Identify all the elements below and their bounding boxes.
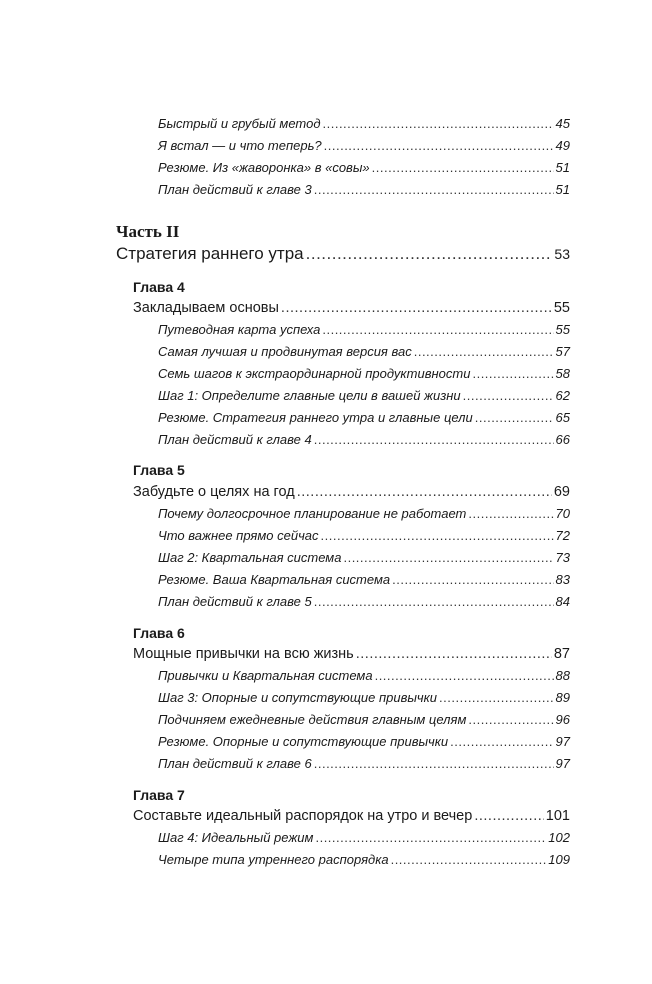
toc-entry-page: 109 [548, 852, 570, 867]
leader-dots [315, 830, 546, 845]
chapter-label: Глава 7 [133, 787, 185, 803]
chapter-title: Закладываем основы [133, 300, 279, 316]
leader-dots [356, 646, 552, 662]
leader-dots [314, 182, 554, 197]
toc-entry-page: 97 [555, 756, 570, 771]
toc-entry-page: 49 [555, 138, 570, 153]
chapter-label: Глава 6 [133, 625, 185, 641]
leader-dots [468, 506, 553, 521]
toc-entry [158, 366, 570, 381]
toc-entry-page: 72 [555, 528, 570, 543]
toc-entry-title: План действий к главе 3 [158, 182, 312, 197]
chapter-title: Мощные привычки на всю жизнь [133, 646, 354, 662]
toc-entry-page: 83 [555, 572, 570, 587]
leader-dots [281, 300, 552, 316]
chapter-entry [133, 484, 570, 500]
leader-dots [372, 160, 554, 175]
toc-entry-page: 51 [555, 160, 570, 175]
chapter-title: Забудьте о целях на год [133, 484, 295, 500]
leader-dots [324, 138, 554, 153]
toc-entry [158, 830, 570, 845]
toc-entry-title: Резюме. Из «жаворонка» в «совы» [158, 160, 370, 175]
toc-entry [158, 432, 570, 447]
toc-entry-page: 58 [555, 366, 570, 381]
chapter-entry [133, 808, 570, 824]
toc-entry-title: Резюме. Стратегия раннего утра и главные цели [158, 410, 473, 425]
leader-dots [306, 244, 553, 264]
chapter-label: Глава 5 [133, 462, 185, 478]
leader-dots [450, 734, 553, 749]
toc-entry-title: Резюме. Опорные и сопутствующие привычки [158, 734, 449, 749]
leader-dots [297, 484, 552, 500]
leader-dots [472, 366, 553, 381]
toc-entry-page: 51 [555, 182, 570, 197]
toc-entry-title: Подчиняем ежедневные действия главным целям [158, 712, 467, 727]
toc-entry [158, 528, 570, 543]
toc-entry [158, 322, 570, 337]
leader-dots [314, 756, 554, 771]
leader-dots [343, 550, 553, 565]
chapter-entry [133, 300, 570, 316]
chapter-page: 101 [545, 808, 570, 824]
toc-entry-title: Шаг 2: Квартальная система [158, 550, 342, 565]
toc-entry-title: Путеводная карта успеха [158, 322, 321, 337]
leader-dots [321, 528, 554, 543]
toc-entry [158, 756, 570, 771]
toc-entry-page: 57 [555, 344, 570, 359]
toc-entry [158, 734, 570, 749]
toc-entry [158, 182, 570, 197]
toc-entry-page: 70 [555, 506, 570, 521]
leader-dots [392, 572, 553, 587]
part-title: Стратегия раннего утра [116, 244, 304, 263]
toc-entry [158, 690, 570, 705]
toc-entry-page: 55 [555, 322, 570, 337]
toc-entry-title: Четыре типа утреннего распорядка [158, 852, 389, 867]
leader-dots [474, 808, 543, 824]
toc-entry-title: Резюме. Ваша Квартальная система [158, 572, 391, 587]
chapter-entry [133, 646, 570, 662]
toc-entry-title: Почему долгосрочное планирование не работает [158, 506, 467, 521]
leader-dots [468, 712, 553, 727]
chapter-page: 55 [553, 300, 570, 316]
chapter-label: Глава 4 [133, 279, 185, 295]
toc-entry-page: 65 [555, 410, 570, 425]
toc-entry [158, 572, 570, 587]
leader-dots [322, 322, 553, 337]
toc-entry [158, 388, 570, 403]
chapter-page: 69 [553, 484, 570, 500]
toc-entry-title: Шаг 4: Идеальный режим [158, 830, 314, 845]
toc-entry-page: 66 [555, 432, 570, 447]
toc-entry-page: 45 [555, 116, 570, 131]
toc-entry-title: План действий к главе 6 [158, 756, 312, 771]
leader-dots [439, 690, 554, 705]
leader-dots [414, 344, 554, 359]
toc-entry [158, 410, 570, 425]
toc-entry [158, 138, 570, 153]
leader-dots [323, 116, 554, 131]
toc-entry [158, 506, 570, 521]
toc-entry-title: План действий к главе 5 [158, 594, 312, 609]
toc-entry [158, 344, 570, 359]
toc-entry [158, 668, 570, 683]
toc-entry [158, 852, 570, 867]
toc-entry-page: 96 [555, 712, 570, 727]
leader-dots [375, 668, 554, 683]
toc-entry-page: 97 [555, 734, 570, 749]
toc-entry-page: 73 [555, 550, 570, 565]
toc-entry-title: План действий к главе 4 [158, 432, 312, 447]
toc-entry [158, 160, 570, 175]
toc-entry-title: Я встал — и что теперь? [158, 138, 322, 153]
toc-entry [158, 550, 570, 565]
leader-dots [314, 594, 554, 609]
toc-entry-title: Что важнее прямо сейчас [158, 528, 319, 543]
toc-entry-page: 84 [555, 594, 570, 609]
toc-entry [158, 594, 570, 609]
toc-entry-page: 102 [548, 830, 570, 845]
toc-entry-page: 88 [555, 668, 570, 683]
toc-entry [158, 116, 570, 131]
toc-entry-title: Шаг 3: Опорные и сопутствующие привычки [158, 690, 438, 705]
toc-entry-title: Семь шагов к экстраординарной продуктивности [158, 366, 471, 381]
toc-entry-page: 62 [555, 388, 570, 403]
part-label: Часть II [116, 222, 180, 241]
part-page: 53 [554, 246, 570, 262]
leader-dots [463, 388, 554, 403]
chapter-title: Составьте идеальный распорядок на утро и вечер [133, 808, 473, 824]
toc-entry-title: Привычки и Квартальная система [158, 668, 373, 683]
toc-entry-title: Быстрый и грубый метод [158, 116, 321, 131]
leader-dots [391, 852, 547, 867]
leader-dots [314, 432, 554, 447]
toc-entry-page: 89 [555, 690, 570, 705]
leader-dots [475, 410, 554, 425]
toc-entry-title: Самая лучшая и продвинутая версия вас [158, 344, 412, 359]
toc-entry-title: Шаг 1: Определите главные цели в вашей жизни [158, 388, 461, 403]
toc-entry [158, 712, 570, 727]
chapter-page: 87 [553, 646, 570, 662]
part-entry [116, 244, 570, 264]
